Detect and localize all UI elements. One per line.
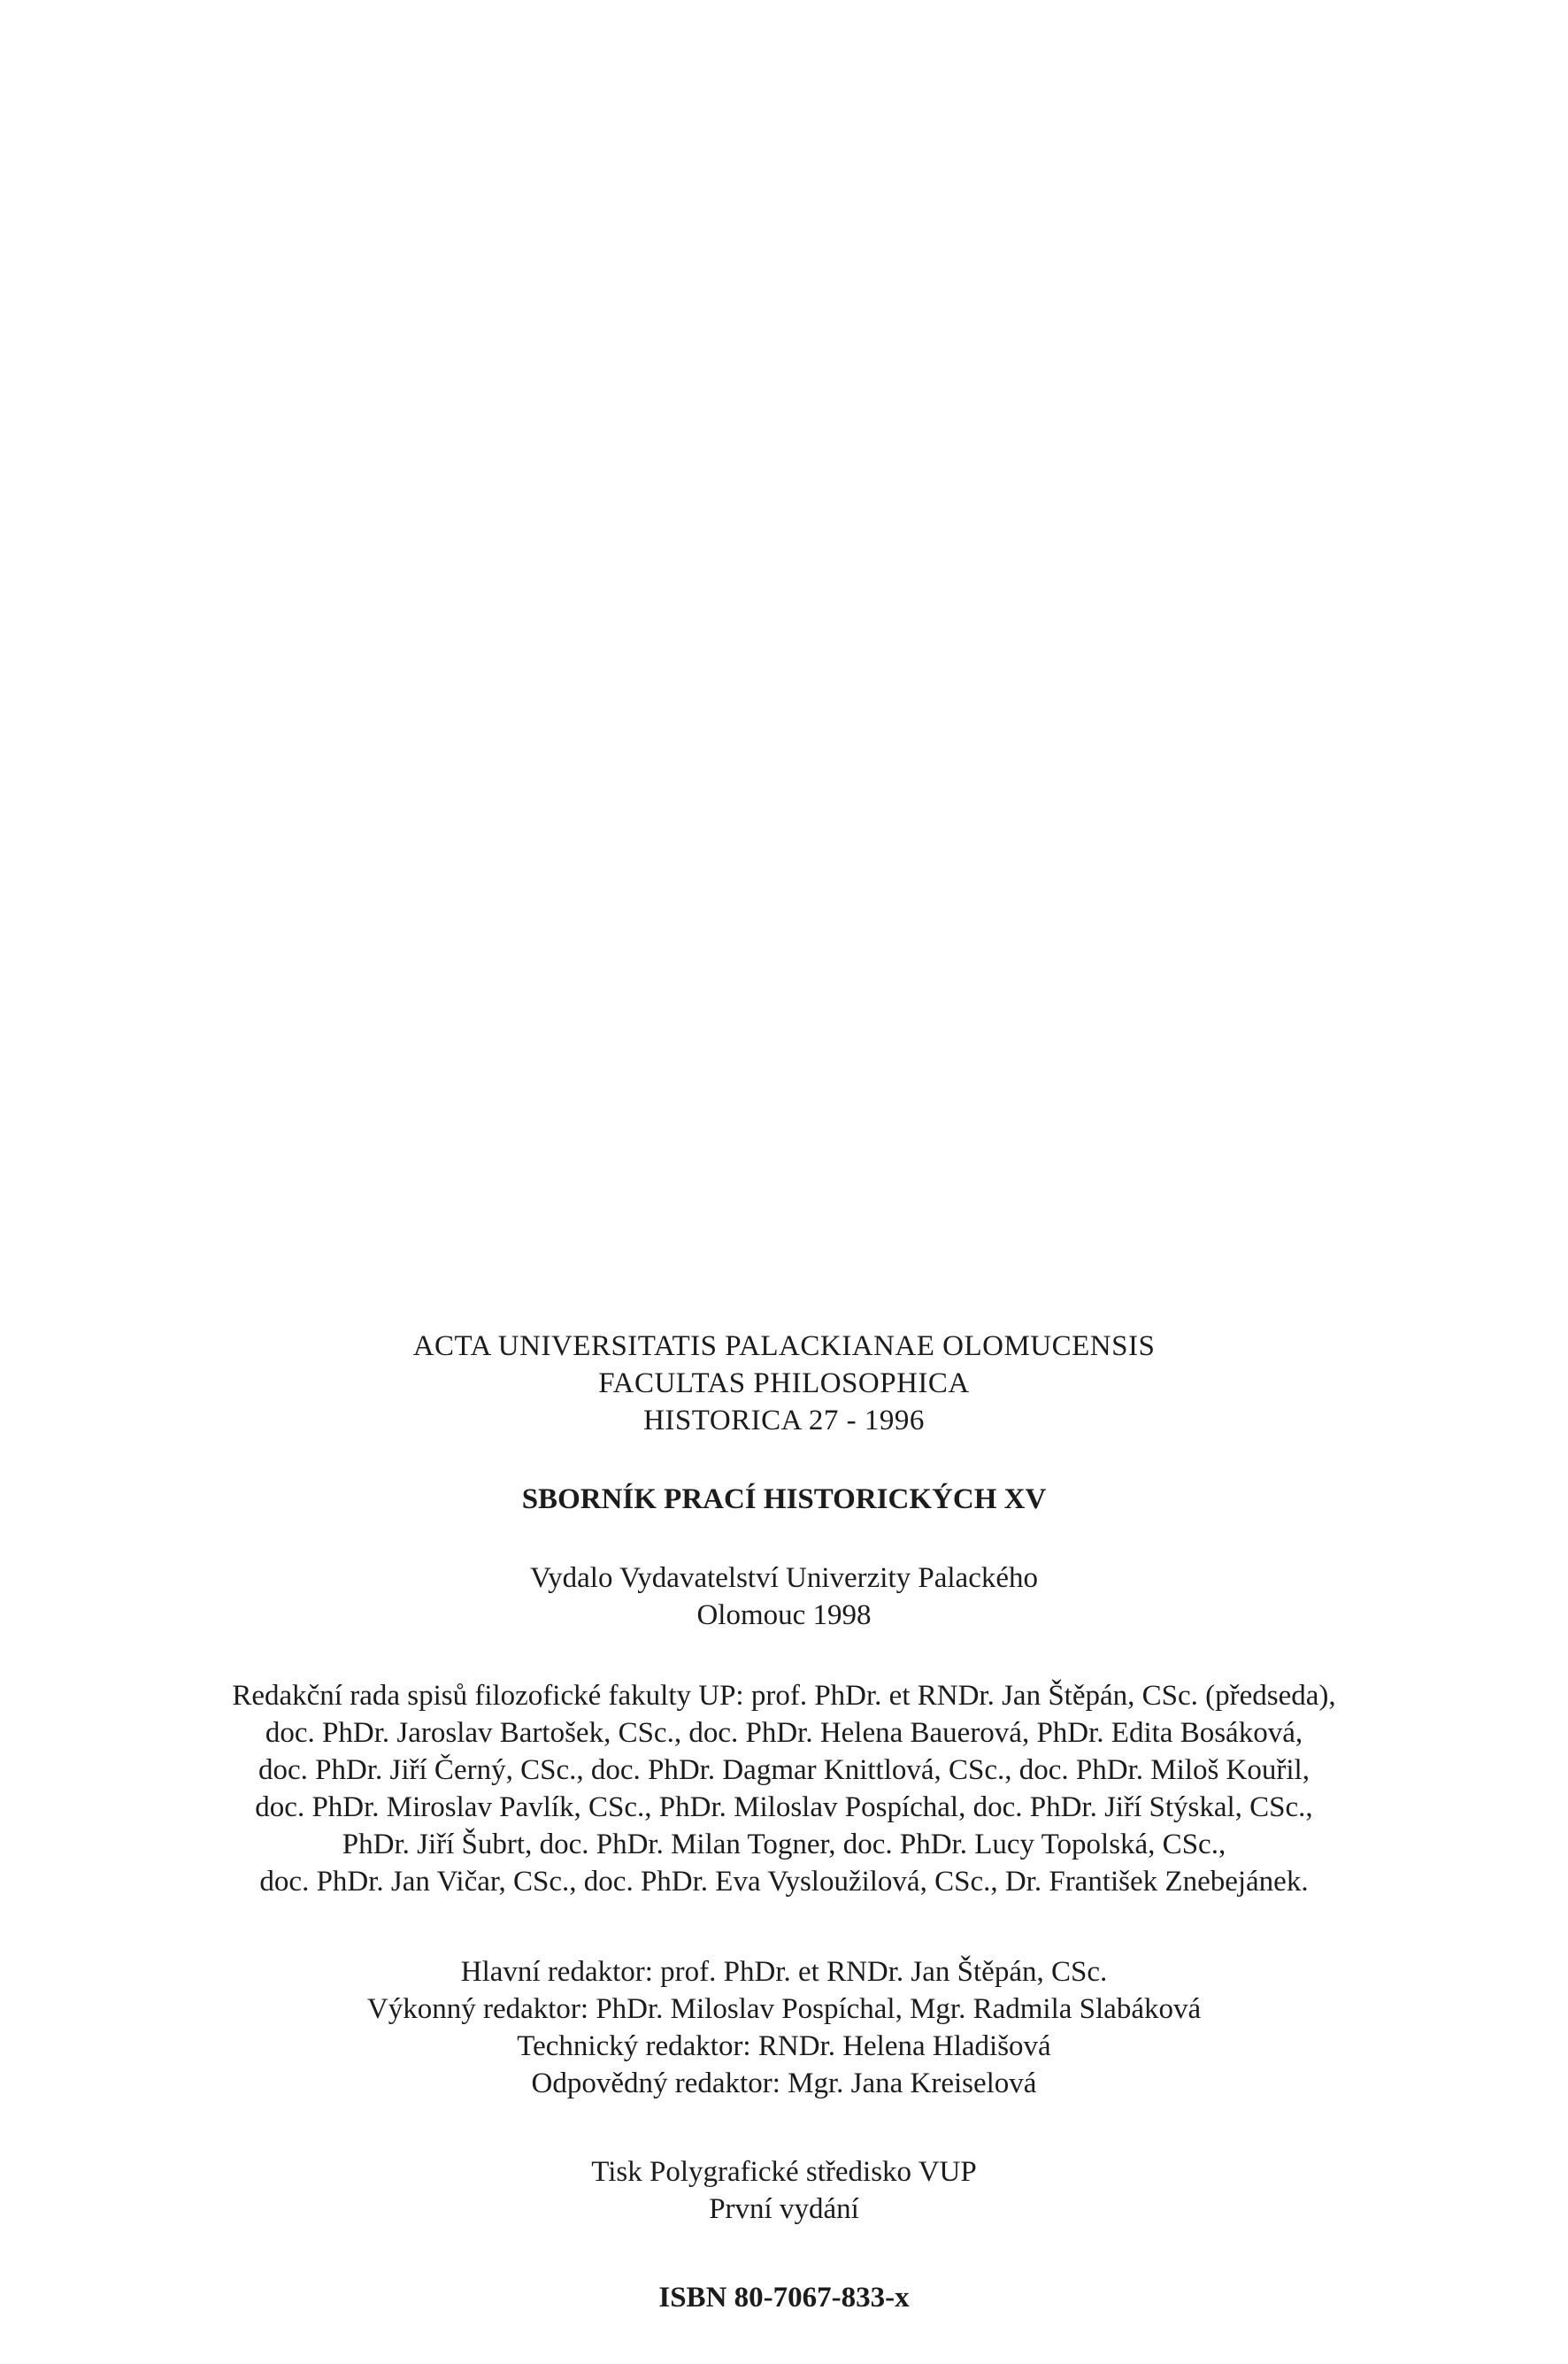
editorial-board-line: doc. PhDr. Jiří Černý, CSc., doc. PhDr. Dagmar Knittlová, CSc., doc. PhDr. Miloš Kouřil, — [258, 1754, 1310, 1786]
imprint-page — [0, 1328, 1568, 2316]
responsible-editor: Odpovědný redaktor: Mgr. Jana Kreiselová — [531, 2068, 1037, 2099]
editorial-board-line: Redakční rada spisů filozofické fakulty UP: prof. PhDr. et RNDr. Jan Štěpán, CSc. (předseda), — [232, 1680, 1336, 1712]
series-volume: HISTORICA 27 - 1996 — [643, 1405, 925, 1436]
print-block — [0, 2153, 1568, 2228]
editorial-board-line: PhDr. Jiří Šubrt, doc. PhDr. Milan Togner, doc. PhDr. Lucy Topolská, CSc., — [342, 1829, 1226, 1860]
publication-place-year: Olomouc 1998 — [696, 1599, 872, 1631]
executive-editor: Výkonný redaktor: PhDr. Miloslav Pospíchal, Mgr. Radmila Slabáková — [366, 1993, 1202, 2025]
technical-editor: Technický redaktor: RNDr. Helena Hladišová — [517, 2030, 1051, 2062]
editors-block — [0, 1953, 1568, 2102]
faculty-name: FACULTAS PHILOSOPHICA — [598, 1367, 970, 1399]
publisher-block — [0, 1559, 1568, 1634]
editorial-board-line: doc. PhDr. Miroslav Pavlík, CSc., PhDr. Miloslav Pospíchal, doc. PhDr. Jiří Stýskal, CSc., — [255, 1791, 1313, 1823]
series-title: ACTA UNIVERSITATIS PALACKIANAE OLOMUCENSIS — [412, 1330, 1156, 1362]
editorial-board — [0, 1677, 1568, 1900]
editorial-board-line: doc. PhDr. Jaroslav Bartošek, CSc., doc. PhDr. Helena Bauerová, PhDr. Edita Bosáková, — [265, 1717, 1303, 1749]
editorial-board-line: doc. PhDr. Jan Vičar, CSc., doc. PhDr. Eva Vysloužilová, CSc., Dr. František Znebejánek. — [259, 1866, 1309, 1898]
isbn: ISBN 80-7067-833-x — [658, 2282, 910, 2314]
book-title: SBORNÍK PRACÍ HISTORICKÝCH XV — [521, 1483, 1047, 1515]
printer: Tisk Polygrafické středisko VUP — [591, 2156, 977, 2188]
edition: První vydání — [709, 2193, 859, 2225]
series-block — [0, 1328, 1568, 1439]
publisher-name: Vydalo Vydavatelství Univerzity Palackého — [529, 1562, 1038, 1594]
chief-editor: Hlavní redaktor: prof. PhDr. et RNDr. Jan Štěpán, CSc. — [460, 1956, 1108, 1988]
